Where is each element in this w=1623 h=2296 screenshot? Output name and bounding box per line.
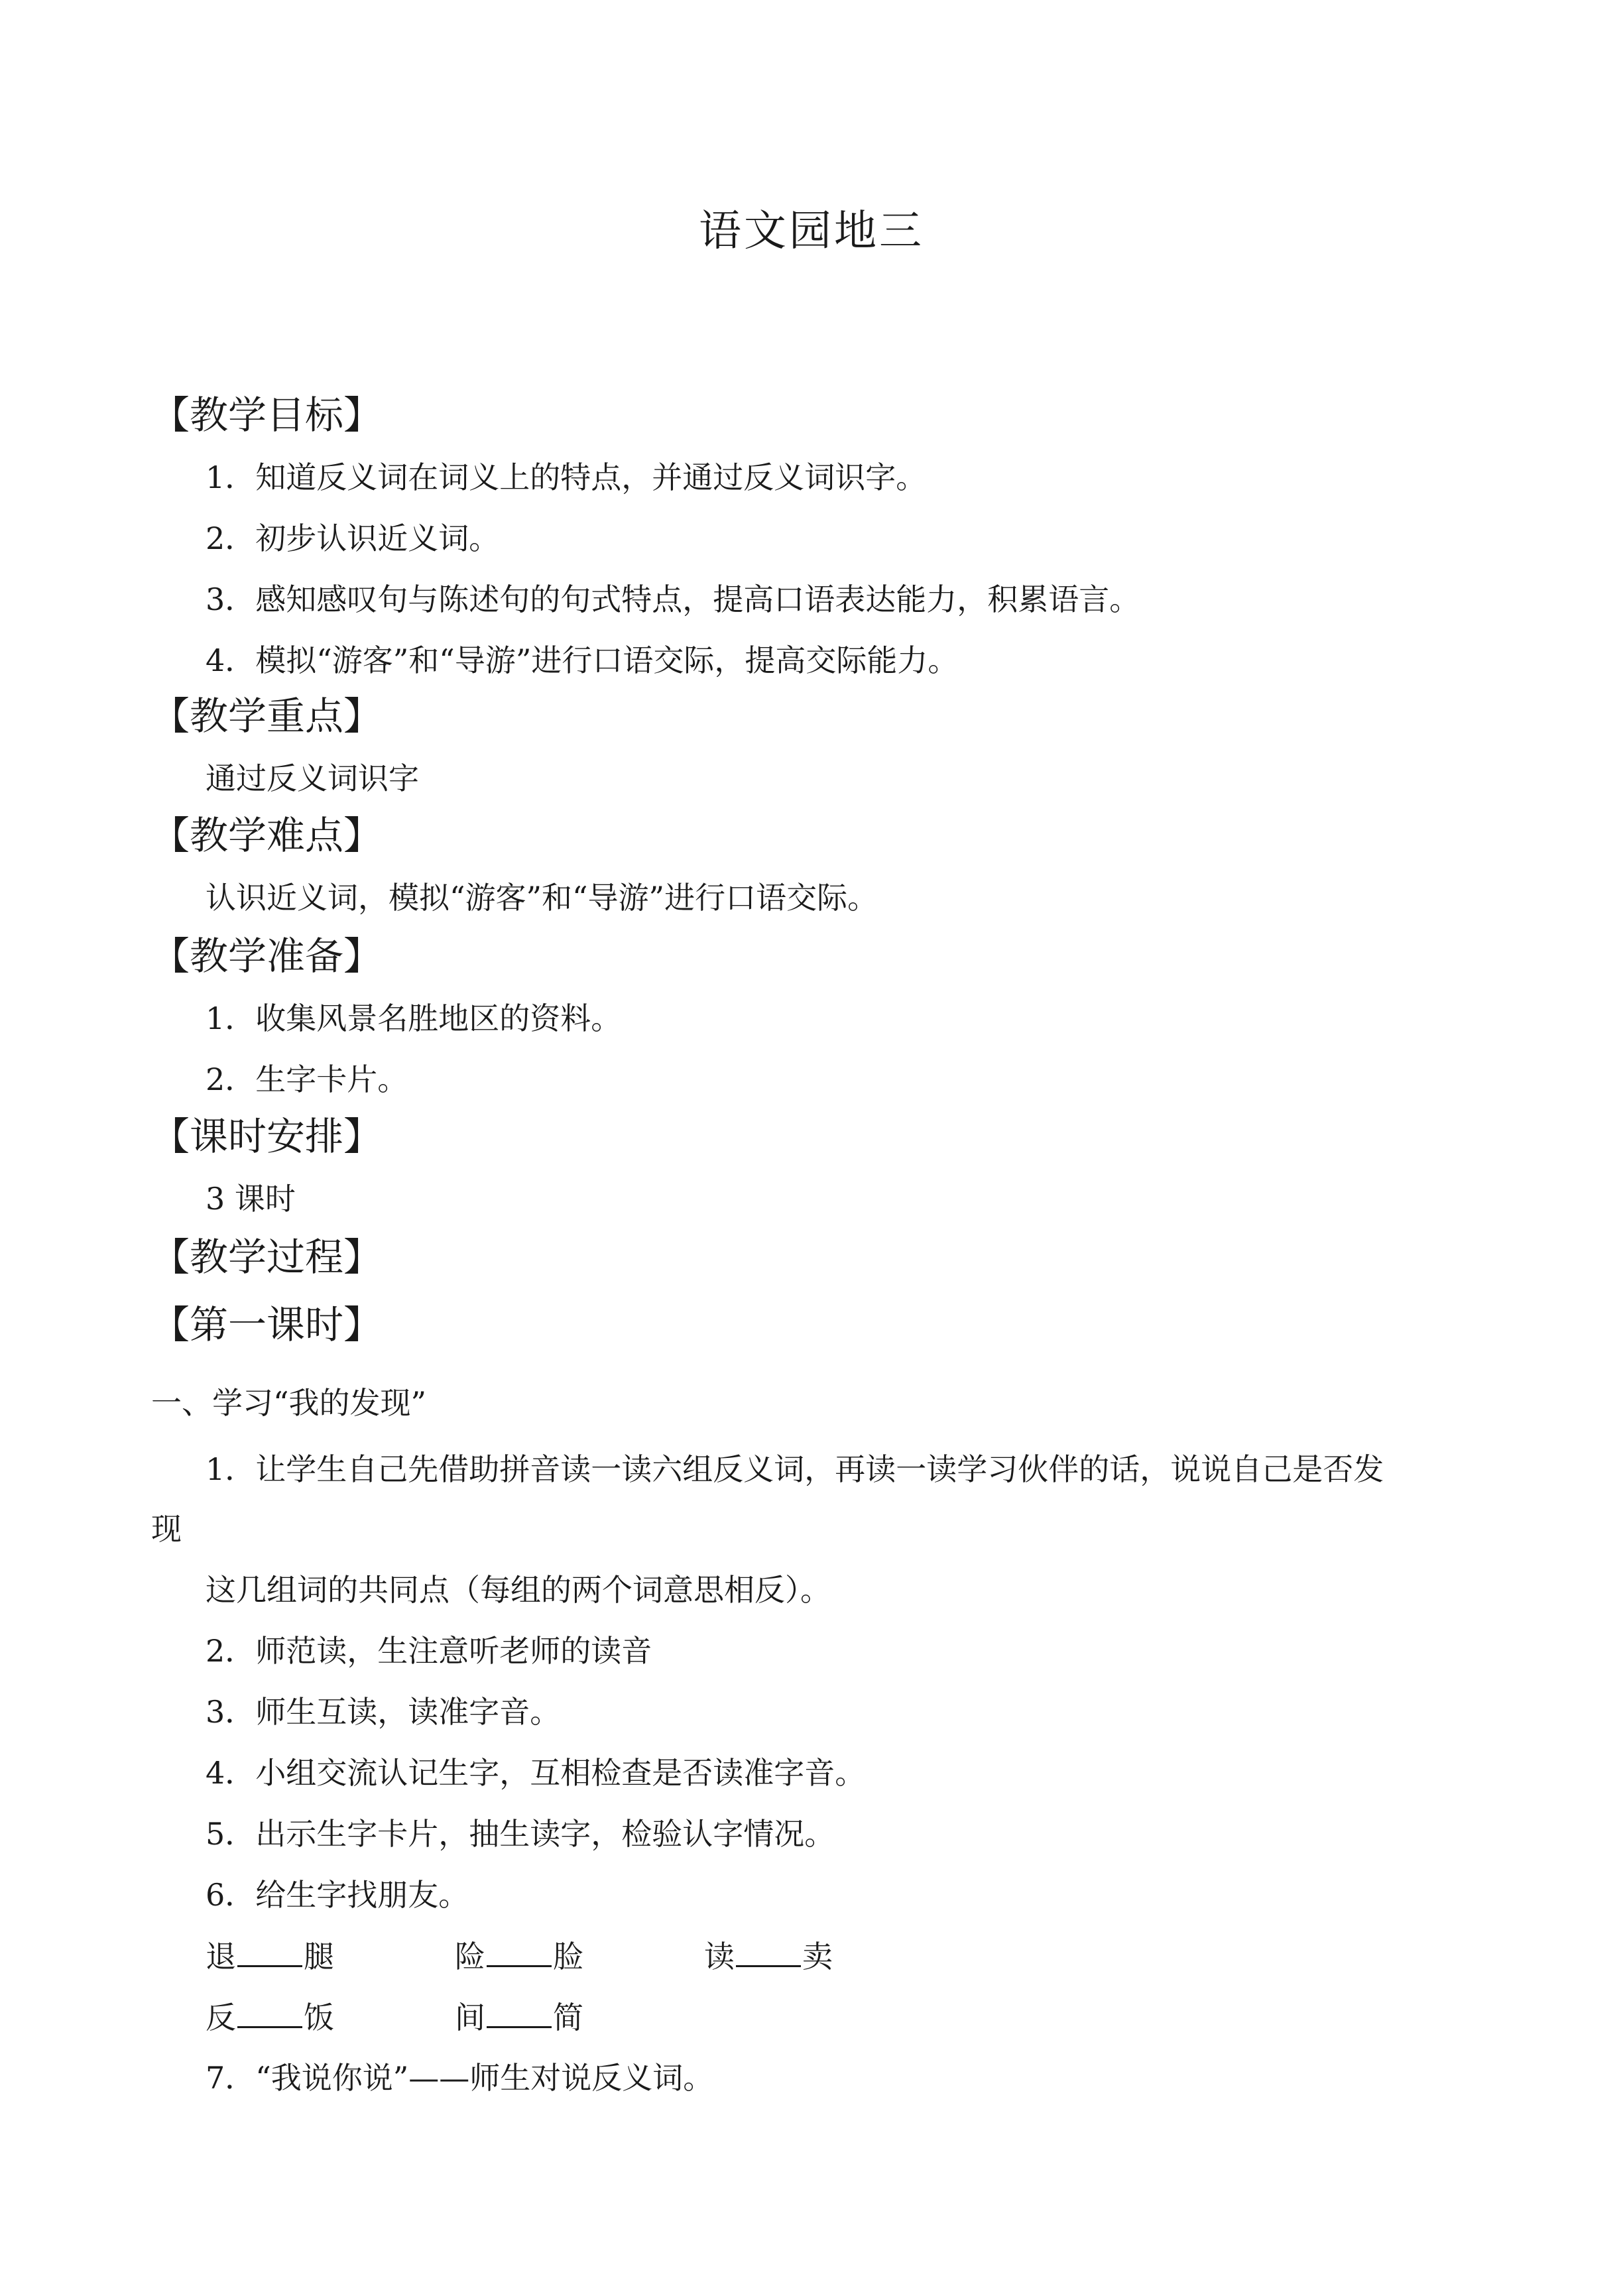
- fill-blank: [487, 1997, 552, 2028]
- page-title: 语文园地三: [699, 207, 924, 256]
- difficulties-heading: 【教学难点】: [151, 813, 383, 858]
- goal-item: 1．知道反义词在词义上的特点，并通过反义词识字。: [206, 459, 927, 495]
- schedule-text: 3 课时: [206, 1181, 296, 1217]
- step-line: 现: [151, 1511, 182, 1547]
- step-line: 6．给生字找朋友。: [206, 1877, 469, 1913]
- word-pair: [206, 1997, 334, 2037]
- word-pair-second: 脸: [553, 1939, 583, 1974]
- key-points-heading: 【教学重点】: [151, 694, 383, 739]
- goal-item: 4．模拟“游客”和“导游”进行口语交际，提高交际能力。: [206, 642, 959, 678]
- goal-item: 3．感知感叹句与陈述句的句式特点，提高口语表达能力，积累语言。: [206, 581, 1140, 617]
- preparation-heading: 【教学准备】: [151, 934, 383, 979]
- step-line: 4．小组交流认记生字，互相检查是否读准字音。: [206, 1755, 866, 1791]
- step-line: 3．师生互读，读准字音。: [206, 1694, 561, 1730]
- fill-blank: [736, 1936, 801, 1967]
- fill-blank: [237, 1936, 302, 1967]
- lesson1-heading: 【第一课时】: [151, 1302, 383, 1347]
- preparation-item: 1．收集风景名胜地区的资料。: [206, 1000, 622, 1036]
- word-pair-second: 卖: [802, 1939, 833, 1974]
- step-line: 2．师范读，生注意听老师的读音: [206, 1633, 652, 1669]
- word-pair-first: 反: [206, 2000, 236, 2035]
- word-pair: [206, 1936, 334, 1976]
- word-pair-first: 退: [206, 1939, 236, 1974]
- key-points-text: 通过反义词识字: [206, 760, 419, 796]
- step-line: 5．出示生字卡片，抽生读字，检验认字情况。: [206, 1816, 835, 1852]
- fill-blank: [487, 1936, 552, 1967]
- word-pair: [455, 1997, 583, 2037]
- fill-blank: [237, 1997, 302, 2028]
- word-pair-first: 险: [455, 1939, 485, 1974]
- word-pair: [455, 1936, 583, 1976]
- word-pair-second: 腿: [304, 1939, 334, 1974]
- word-pair-second: 饭: [304, 2000, 334, 2035]
- preparation-item: 2．生字卡片。: [206, 1061, 408, 1097]
- word-pair: [704, 1936, 833, 1976]
- step-line: 这几组词的共同点（每组的两个词意思相反）。: [206, 1572, 831, 1608]
- word-pair-first: 间: [455, 2000, 485, 2035]
- goals-heading: 【教学目标】: [151, 393, 383, 438]
- schedule-heading: 【课时安排】: [151, 1114, 383, 1159]
- goal-item: 2．初步认识近义词。: [206, 520, 500, 556]
- word-pair-first: 读: [704, 1939, 735, 1974]
- part-title: 一、学习“我的发现”: [151, 1385, 427, 1421]
- step-line: 7．“我说你说”——师生对说反义词。: [206, 2060, 714, 2096]
- word-pair-second: 简: [553, 2000, 583, 2035]
- difficulties-text: 认识近义词，模拟“游客”和“导游”进行口语交际。: [206, 880, 878, 916]
- step-line: 1．让学生自己先借助拼音读一读六组反义词，再读一读学习伙伴的话，说说自己是否发: [206, 1451, 1384, 1487]
- process-heading: 【教学过程】: [151, 1235, 383, 1280]
